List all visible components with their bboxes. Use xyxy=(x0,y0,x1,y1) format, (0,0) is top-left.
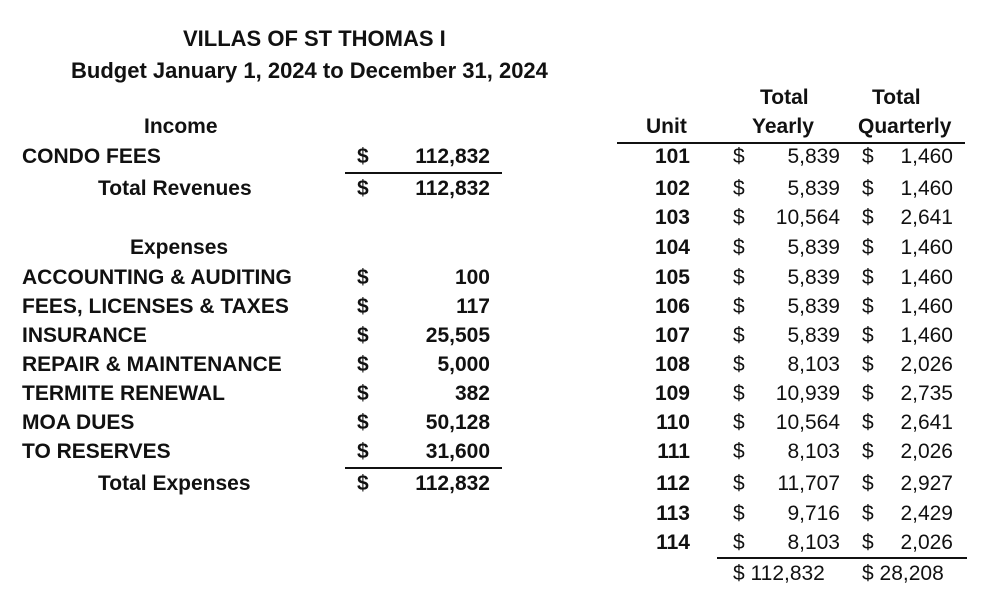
expense-item-amount: 25,505 xyxy=(425,324,490,347)
quarterly-amount: 2,641 xyxy=(900,206,953,229)
income-item-label: CONDO FEES xyxy=(22,145,161,168)
column-header-quarterly-bottom: Quarterly xyxy=(858,115,952,138)
expenses-total-amount: 112,832 xyxy=(415,472,490,495)
quarterly-amount: 1,460 xyxy=(900,177,953,200)
expense-item-label: INSURANCE xyxy=(22,324,147,347)
quarterly-currency: $ xyxy=(862,353,874,376)
expenses-heading: Expenses xyxy=(130,236,229,259)
expense-item-label: FEES, LICENSES & TAXES xyxy=(22,295,289,318)
income-item-currency: $ xyxy=(357,145,369,168)
yearly-currency: $ xyxy=(733,531,745,554)
table-header-rule xyxy=(617,142,965,144)
unit-number: 111 xyxy=(657,440,690,463)
unit-number: 103 xyxy=(654,206,690,229)
yearly-currency: $ xyxy=(733,236,745,259)
income-total-currency: $ xyxy=(357,177,369,200)
quarterly-amount: 2,735 xyxy=(900,382,953,405)
quarterly-currency: $ xyxy=(862,295,874,318)
quarterly-amount: 2,026 xyxy=(900,353,953,376)
expense-item-currency: $ xyxy=(357,382,369,405)
unit-number: 101 xyxy=(654,145,690,168)
expense-item-amount: 100 xyxy=(454,266,490,289)
yearly-currency: $ xyxy=(733,266,745,289)
expense-item-label: ACCOUNTING & AUDITING xyxy=(22,266,292,289)
yearly-currency: $ xyxy=(733,440,745,463)
quarterly-amount: 1,460 xyxy=(900,145,953,168)
expense-item-label: TERMITE RENEWAL xyxy=(22,382,225,405)
document-subtitle: Budget January 1, 2024 to December 31, 2024 xyxy=(71,58,548,83)
table-total-quarterly: $ 28,208 xyxy=(862,562,944,585)
expense-item-currency: $ xyxy=(357,411,369,434)
unit-number: 102 xyxy=(654,177,690,200)
expense-item-amount: 31,600 xyxy=(425,440,490,463)
yearly-currency: $ xyxy=(733,502,745,525)
expense-item-label: REPAIR & MAINTENANCE xyxy=(22,353,282,376)
unit-number: 113 xyxy=(656,502,690,525)
yearly-currency: $ xyxy=(733,177,745,200)
income-item-amount: 112,832 xyxy=(415,145,490,168)
income-total-label: Total Revenues xyxy=(98,177,252,200)
yearly-currency: $ xyxy=(733,206,745,229)
quarterly-currency: $ xyxy=(862,324,874,347)
expenses-total-label: Total Expenses xyxy=(98,472,251,495)
yearly-amount: 10,564 xyxy=(775,411,840,434)
expense-item-label: TO RESERVES xyxy=(22,440,171,463)
quarterly-amount: 2,026 xyxy=(900,440,953,463)
yearly-amount: 5,839 xyxy=(787,324,840,347)
quarterly-currency: $ xyxy=(862,236,874,259)
income-total-rule xyxy=(345,172,502,174)
expenses-total-currency: $ xyxy=(357,472,369,495)
column-header-unit: Unit xyxy=(646,115,687,138)
expense-item-amount: 382 xyxy=(454,382,490,405)
yearly-amount: 10,939 xyxy=(775,382,840,405)
quarterly-amount: 2,429 xyxy=(900,502,953,525)
yearly-amount: 10,564 xyxy=(775,206,840,229)
unit-number: 110 xyxy=(656,411,690,434)
quarterly-currency: $ xyxy=(862,266,874,289)
quarterly-currency: $ xyxy=(862,206,874,229)
expense-item-label: MOA DUES xyxy=(22,411,135,434)
expense-item-amount: 117 xyxy=(456,295,490,318)
column-header-yearly-bottom: Yearly xyxy=(752,115,814,138)
quarterly-currency: $ xyxy=(862,531,874,554)
expense-item-amount: 50,128 xyxy=(425,411,490,434)
yearly-currency: $ xyxy=(733,382,745,405)
yearly-currency: $ xyxy=(733,145,745,168)
unit-number: 105 xyxy=(654,266,690,289)
yearly-amount: 11,707 xyxy=(777,472,840,495)
yearly-amount: 8,103 xyxy=(787,531,840,554)
expense-item-currency: $ xyxy=(357,324,369,347)
unit-number: 114 xyxy=(656,531,690,554)
yearly-amount: 5,839 xyxy=(787,145,840,168)
quarterly-currency: $ xyxy=(862,145,874,168)
yearly-currency: $ xyxy=(733,353,745,376)
quarterly-amount: 1,460 xyxy=(900,266,953,289)
expense-item-currency: $ xyxy=(357,440,369,463)
yearly-amount: 5,839 xyxy=(787,236,840,259)
yearly-amount: 5,839 xyxy=(787,177,840,200)
quarterly-currency: $ xyxy=(862,502,874,525)
expense-item-currency: $ xyxy=(357,353,369,376)
unit-number: 109 xyxy=(654,382,690,405)
yearly-currency: $ xyxy=(733,411,745,434)
quarterly-currency: $ xyxy=(862,382,874,405)
quarterly-currency: $ xyxy=(862,411,874,434)
quarterly-amount: 2,927 xyxy=(900,472,953,495)
quarterly-currency: $ xyxy=(862,440,874,463)
unit-number: 104 xyxy=(654,236,690,259)
expense-item-currency: $ xyxy=(357,266,369,289)
unit-number: 106 xyxy=(654,295,690,318)
unit-number: 107 xyxy=(654,324,690,347)
income-heading: Income xyxy=(144,115,218,138)
table-totals-rule xyxy=(717,557,967,559)
quarterly-currency: $ xyxy=(862,177,874,200)
expense-item-currency: $ xyxy=(357,295,369,318)
document-title: VILLAS OF ST THOMAS I xyxy=(183,26,446,51)
yearly-amount: 8,103 xyxy=(787,440,840,463)
quarterly-amount: 1,460 xyxy=(900,324,953,347)
yearly-currency: $ xyxy=(733,324,745,347)
yearly-amount: 5,839 xyxy=(787,266,840,289)
quarterly-amount: 1,460 xyxy=(900,295,953,318)
column-header-yearly-top: Total xyxy=(760,86,809,109)
table-total-yearly: $ 112,832 xyxy=(733,562,825,585)
quarterly-amount: 2,026 xyxy=(900,531,953,554)
yearly-amount: 5,839 xyxy=(787,295,840,318)
column-header-quarterly-top: Total xyxy=(872,86,921,109)
unit-number: 112 xyxy=(656,472,690,495)
income-total-amount: 112,832 xyxy=(415,177,490,200)
quarterly-currency: $ xyxy=(862,472,874,495)
quarterly-amount: 2,641 xyxy=(900,411,953,434)
yearly-amount: 8,103 xyxy=(787,353,840,376)
expense-item-amount: 5,000 xyxy=(437,353,490,376)
yearly-currency: $ xyxy=(733,472,745,495)
unit-number: 108 xyxy=(654,353,690,376)
quarterly-amount: 1,460 xyxy=(900,236,953,259)
yearly-amount: 9,716 xyxy=(787,502,840,525)
yearly-currency: $ xyxy=(733,295,745,318)
expenses-total-rule xyxy=(345,467,502,469)
